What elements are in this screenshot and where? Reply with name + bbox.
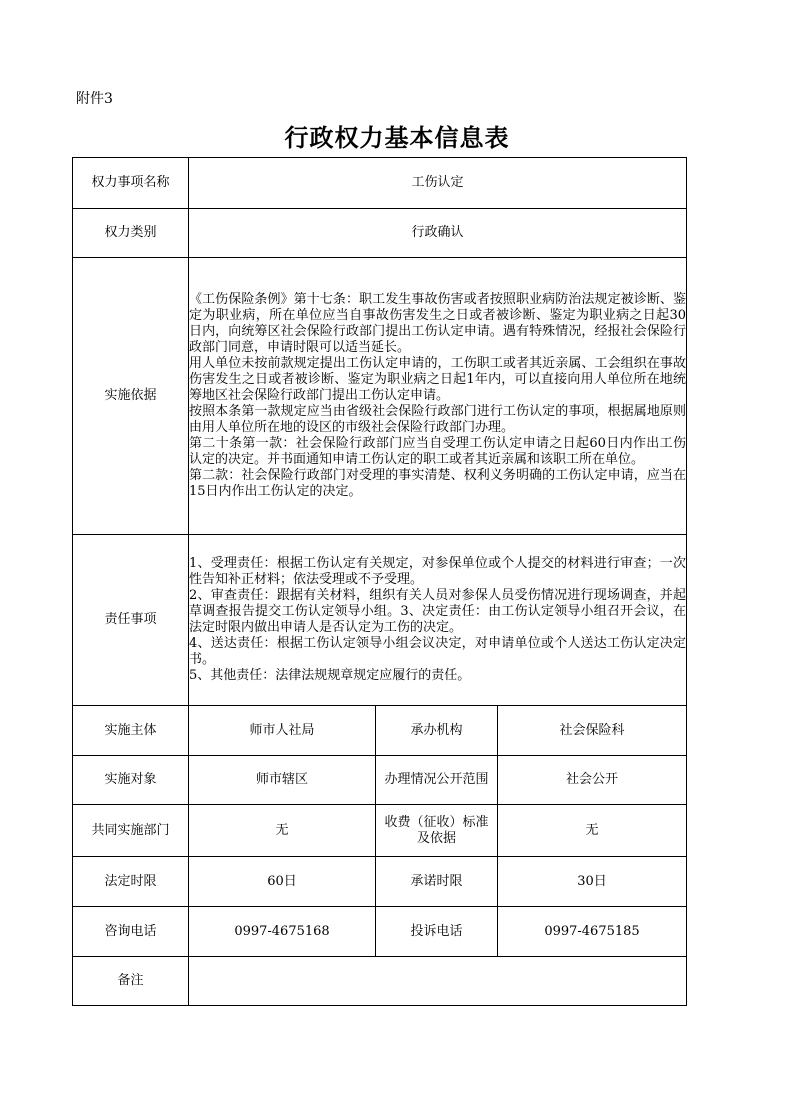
duty-content: [189, 535, 687, 706]
info-table: [72, 157, 687, 1006]
joint-dept-value: 无: [189, 805, 376, 857]
legal-limit-label: 法定时限: [73, 857, 189, 907]
consult-phone-label: 咨询电话: [73, 907, 189, 957]
fee-value: 无: [498, 805, 687, 857]
row-duty: [73, 535, 687, 706]
target-value: 师市辖区: [189, 756, 376, 805]
row-joint: [73, 805, 687, 857]
category-value: 行政确认: [189, 209, 687, 258]
basis-paragraph: 第二款：社会保险行政部门对受理的事实清楚、权利义务明确的工伤认定申请，应当在15日内作出工伤认定的决定。: [189, 468, 686, 499]
duty-paragraph: 1、受理责任：根据工伤认定有关规定，对参保单位或个人提交的材料进行审查；一次性告知补正材料；依法受理或不予受理。: [189, 556, 686, 587]
consult-phone-value: 0997-4675168: [189, 907, 376, 957]
row-time-limit: [73, 857, 687, 907]
basis-paragraph: 按照本条第一款规定应当由省级社会保险行政部门进行工伤认定的事项，根据属地原则由用人单位所在地的设区的市级社会保险行政部门办理。: [189, 404, 686, 435]
complaint-phone-label: 投诉电话: [376, 907, 498, 957]
complaint-phone-value: 0997-4675185: [498, 907, 687, 957]
remark-value: [189, 957, 687, 1006]
promise-limit-label: 承诺时限: [376, 857, 498, 907]
public-scope-value: 社会公开: [498, 756, 687, 805]
row-target: [73, 756, 687, 805]
name-value: 工伤认定: [189, 158, 687, 209]
legal-limit-value: 60日: [189, 857, 376, 907]
page-title: 行政权力基本信息表: [284, 123, 510, 152]
basis-content: [189, 258, 687, 535]
subject-value: 师市人社局: [189, 706, 376, 756]
promise-limit-value: 30日: [498, 857, 687, 907]
org-value: 社会保险科: [498, 706, 687, 756]
basis-paragraph: 《工伤保险条例》第十七条：职工发生事故伤害或者按照职业病防治法规定被诊断、鉴定为职业病，所在单位应当自事故伤害发生之日或者被诊断、鉴定为职业病之日起30日内，向统筹区社会保险行政部门提出工伤认定申请。遇有特殊情况，经报社会保险行政部门同意，申请时限可以适当延长。: [189, 292, 686, 355]
duty-paragraph: 2、审查责任：跟据有关材料，组织有关人员对参保人员受伤情况进行现场调查，并起草调查报告提交工伤认定领导小组。3、决定责任：由工伤认定领导小组召开会议，在法定时限内做出申请人是否认定为工伤的决定。: [189, 588, 686, 635]
org-label: 承办机构: [376, 706, 498, 756]
subject-label: 实施主体: [73, 706, 189, 756]
basis-paragraph: 第二十条第一款：社会保险行政部门应当自受理工伤认定申请之日起60日内作出工伤认定的决定。并书面通知申请工伤认定的职工或者其近亲属和该职工所在单位。: [189, 436, 686, 467]
row-basis: [73, 258, 687, 535]
target-label: 实施对象: [73, 756, 189, 805]
joint-dept-label: 共同实施部门: [73, 805, 189, 857]
duty-paragraph: 4、送达责任：根据工伤认定领导小组会议决定，对申请单位或个人送达工伤认定决定书。: [189, 636, 686, 667]
row-remark: [73, 957, 687, 1006]
duty-paragraph: 5、其他责任：法律法规规章规定应履行的责任。: [189, 668, 471, 683]
name-label: 权力事项名称: [73, 158, 189, 209]
basis-paragraph: 用人单位未按前款规定提出工伤认定申请的，工伤职工或者其近亲属、工会组织在事故伤害发生之日或者被诊断、鉴定为职业病之日起1年内，可以直接向用人单位所在地统筹地区社会保险行政部门提出工伤认定申请。: [189, 356, 686, 403]
duty-label: 责任事项: [73, 535, 189, 706]
attachment-label: 附件3: [76, 91, 113, 107]
fee-label: 收费（征收）标准及依据: [376, 805, 498, 857]
public-scope-label: 办理情况公开范围: [376, 756, 498, 805]
row-name: [73, 158, 687, 209]
remark-label: 备注: [73, 957, 189, 1006]
basis-label: 实施依据: [73, 258, 189, 535]
row-category: [73, 209, 687, 258]
category-label: 权力类别: [73, 209, 189, 258]
row-subject: [73, 706, 687, 756]
row-phone: [73, 907, 687, 957]
